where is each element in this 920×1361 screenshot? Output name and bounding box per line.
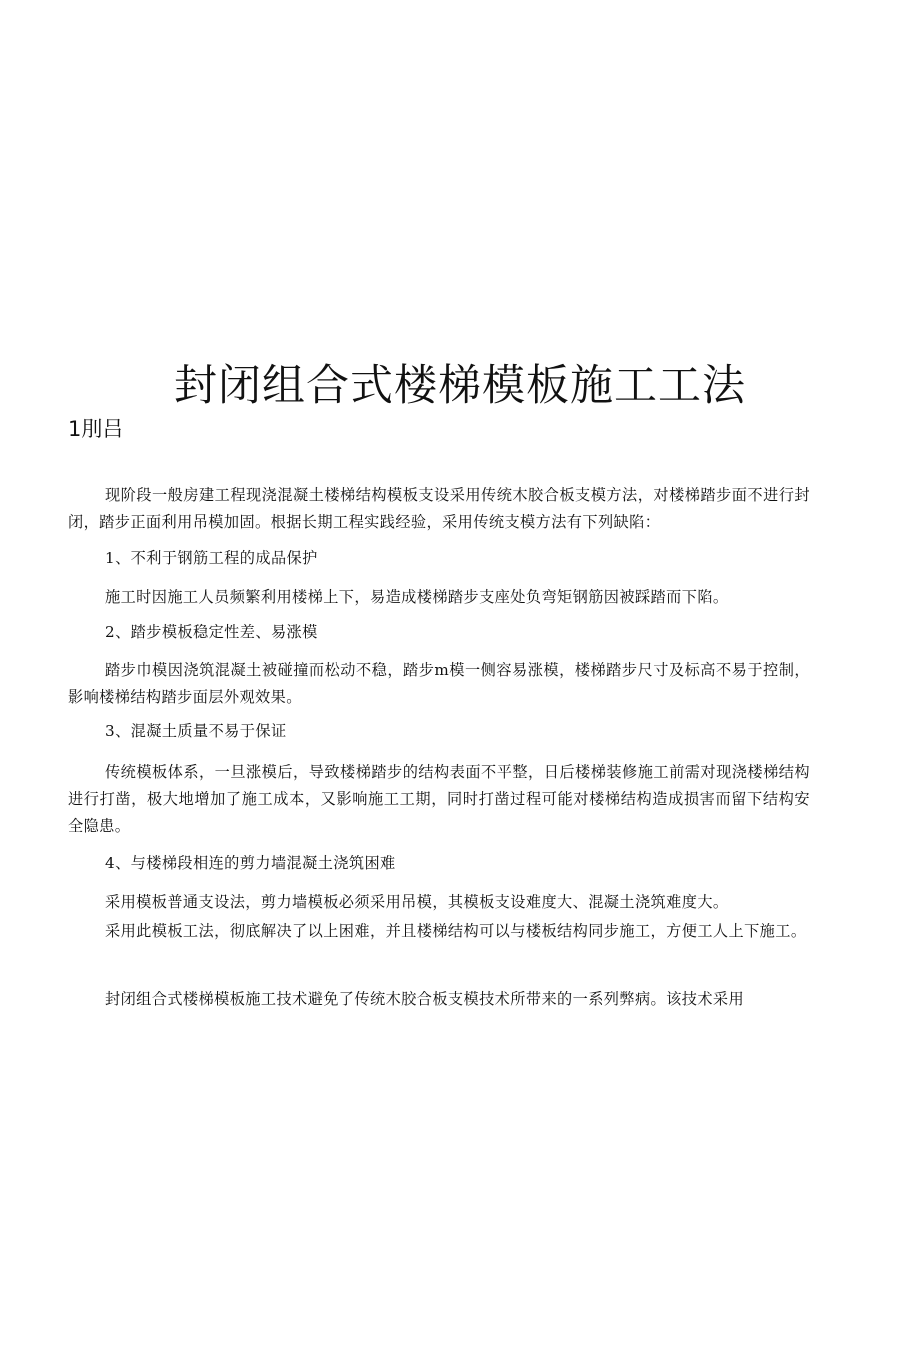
conclusion-paragraph-2: 封闭组合式楼梯模板施工技术避免了传统木胶合板支模技术所带来的一系列弊病。该技术采用	[105, 990, 745, 1008]
section-heading: 1刖吕	[68, 417, 124, 441]
list-item-2-heading: 2、踏步模板稳定性差、易涨模	[105, 623, 318, 641]
list-item-3-heading: 3、混凝土质量不易于保证	[105, 722, 287, 740]
list-item-3-body: 传统模板体系，一旦涨模后，导致楼梯踏步的结构表面不平整，日后楼梯装修施工前需对现浇楼梯结构进行打凿，极大地增加了施工成本，又影响施工工期，同时打凿过程可能对楼梯结构造成损害而留下结构安全隐患。	[68, 763, 810, 835]
list-item-2-body: 踏步巾模因浇筑混凝土被碰撞而松动不稳，踏步m模一侧容易涨模，楼梯踏步尺寸及标高不易于控制，影响楼梯结构踏步面层外观效果。	[68, 661, 810, 706]
intro-paragraph: 现阶段一般房建工程现浇混凝土楼梯结构模板支设采用传统木胶合板支模方法，对楼梯踏步面不进行封闭，踏步正面利用吊模加固。根据长期工程实践经验，采用传统支模方法有下列缺陷：	[68, 486, 810, 531]
document-title: 封闭组合式楼梯模板施工工法	[174, 361, 746, 411]
list-item-4-heading: 4、与楼梯段相连的剪力墙混凝土浇筑困难	[105, 854, 396, 872]
list-item-1-body: 施工时因施工人员频繁利用楼梯上下，易造成楼梯踏步支座处负弯矩钢筋因被踩踏而下陷。	[105, 588, 729, 606]
conclusion-paragraph-1: 采用此模板工法，彻底解决了以上困难，并且楼梯结构可以与楼板结构同步施工，方便工人上下施工。	[105, 922, 807, 940]
list-item-1-heading: 1、不利于钢筋工程的成品保护	[105, 549, 318, 567]
list-item-4-body: 采用模板普通支设法，剪力墙模板必须采用吊模，其模板支设难度大、混凝土浇筑难度大。	[105, 893, 729, 911]
